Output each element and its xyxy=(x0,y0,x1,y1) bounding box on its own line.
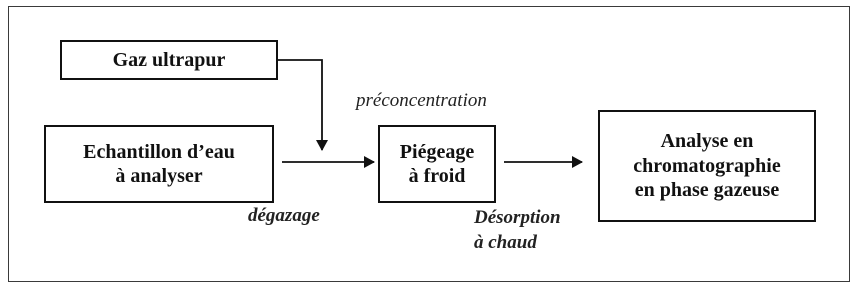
analyse-line-1: Analyse en xyxy=(660,130,754,153)
desorption-line-2: à chaud xyxy=(474,232,537,254)
echantillon-line-2: à analyser xyxy=(115,165,203,187)
piegeage-line-2: à froid xyxy=(408,165,466,187)
analyse-line-3: en phase gazeuse xyxy=(634,179,780,202)
gaz-ultrapur-text: Gaz ultrapur xyxy=(112,48,226,71)
preconcentration-label: préconcentration xyxy=(356,90,487,111)
piegeage-box xyxy=(378,125,496,203)
echantillon-box xyxy=(44,125,274,203)
echantillon-line-1: Echantillon d’eau xyxy=(83,140,235,163)
desorption-line-1: Désorption xyxy=(474,207,561,228)
arrow-gaz-to-flow xyxy=(278,60,322,150)
piegeage-line-1: Piégeage xyxy=(399,140,475,163)
analyse-box xyxy=(598,110,816,222)
degazage-label: dégazage xyxy=(248,205,320,226)
gaz-ultrapur-box xyxy=(60,40,278,80)
desorption-label xyxy=(474,205,561,255)
analyse-line-2: chromatographie xyxy=(633,154,781,177)
